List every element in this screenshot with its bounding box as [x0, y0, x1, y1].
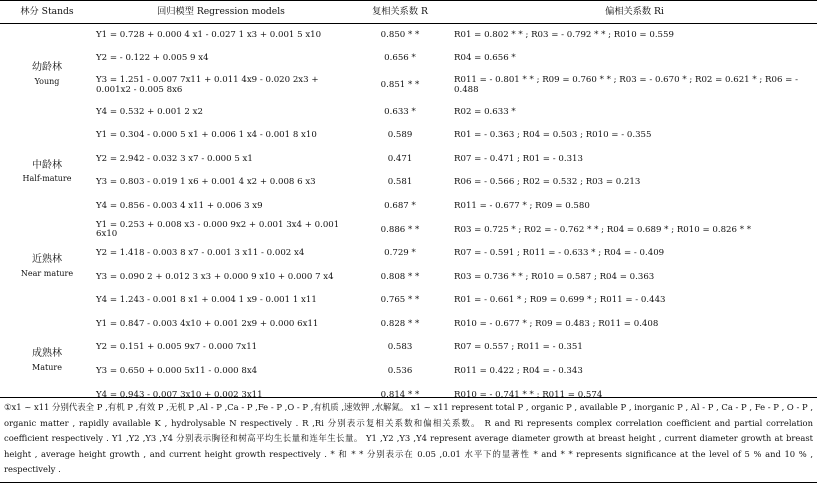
- model-cell: Y2 = - 0.122 + 0.005 9 x4: [96, 52, 209, 63]
- table-row: [0, 148, 817, 172]
- table-row: [0, 337, 817, 361]
- r-cell: 0.471: [387, 153, 413, 164]
- header-ri: 偏相关系数 Ri: [452, 1, 817, 24]
- table-row: [0, 124, 817, 148]
- model-cell: Y2 = 2.942 - 0.032 3 x7 - 0.000 5 x1: [96, 153, 253, 164]
- model-cell: Y4 = 0.532 + 0.001 2 x2: [96, 106, 203, 117]
- r-cell: 0.808 * *: [380, 271, 420, 282]
- r-cell: 0.687 *: [384, 200, 416, 211]
- header-stand: 林分 Stands: [0, 1, 94, 24]
- table-footnote: ①x1 ~ x11 分别代表全 P ,有机 P ,有效 P ,无机 P ,Al - P ,Ca - P ,Fe - P ,O - P ,有机质 ,速效钾 ,水解氮。 x1 ~ x11 represent total P , organic P , available P , inorganic P , Al - P , Ca - P , Fe - P , O - P , organic matter , rapidly available K , hydrolysable N respectively . R ,Ri 分别表示复相关系数和偏相关系数。 R and Ri represents complex correlation coefficient and partial correlation coefficient respectively . Y1 ,Y2 ,Y3 ,Y4 分别表示胸径和树高平均生长量和连年生长量。 Y1 ,Y2 ,Y3 ,Y4 represent average diameter growth at breast height , current diameter growth at breast height , average height growth , and current height growth respectively . * 和 * * 分别表示在 0.05 ,0.01 水平下的显著性 * and * * represents significance at the level of 5 % and 10 % , respectively .: [0, 397, 817, 483]
- header-model: 回归模型 Regression models: [94, 1, 348, 24]
- table-body: [0, 24, 817, 408]
- ri-cell: R07 = 0.557 ; R011 = - 0.351: [454, 342, 583, 353]
- model-cell: Y2 = 0.151 + 0.005 9x7 - 0.000 7x11: [96, 342, 258, 353]
- model-cell: Y3 = 0.650 + 0.000 5x11 - 0.000 8x4: [96, 366, 258, 377]
- r-cell: 0.851 * *: [380, 79, 420, 90]
- r-cell: 0.729 *: [384, 248, 416, 259]
- table-row: [0, 171, 817, 195]
- ri-cell: R02 = 0.633 *: [454, 106, 516, 117]
- ri-cell: R010 = - 0.677 * ; R09 = 0.483 ; R011 = 0.408: [454, 318, 659, 329]
- r-cell: 0.656 *: [384, 52, 416, 63]
- table-row: [0, 101, 817, 125]
- r-cell: 0.886 * *: [380, 224, 420, 235]
- header-r: 复相关系数 R: [348, 1, 452, 24]
- table-row: [0, 266, 817, 290]
- model-cell: Y3 = 1.251 - 0.007 7x11 + 0.011 4x9 - 0.020 2x3 + 0.001x2 - 0.005 8x6: [96, 74, 319, 95]
- r-cell: 0.765 * *: [380, 295, 420, 306]
- model-cell: Y1 = 0.304 - 0.000 5 x1 + 0.006 1 x4 - 0.001 8 x10: [96, 130, 317, 141]
- table-row: [0, 242, 817, 266]
- r-cell: 0.633 *: [384, 106, 416, 117]
- model-cell: Y4 = 0.856 - 0.003 4 x11 + 0.006 3 x9: [96, 200, 263, 211]
- ri-cell: R01 = - 0.661 * ; R09 = 0.699 * ; R011 = - 0.443: [454, 295, 666, 306]
- model-cell: Y1 = 0.253 + 0.008 x3 - 0.000 9x2 + 0.001 3x4 + 0.001 6x10: [96, 219, 340, 240]
- table-row: [0, 47, 817, 71]
- ri-cell: R07 = - 0.471 ; R01 = - 0.313: [454, 153, 583, 164]
- table-row: [0, 24, 817, 48]
- model-cell: Y1 = 0.847 - 0.003 4x10 + 0.001 2x9 + 0.000 6x11: [96, 318, 319, 329]
- ri-cell: R06 = - 0.566 ; R02 = 0.532 ; R03 = 0.213: [454, 177, 641, 188]
- ri-cell: R04 = 0.656 *: [454, 52, 516, 63]
- table-row: [0, 313, 817, 337]
- model-cell: Y3 = 0.090 2 + 0.012 3 x3 + 0.000 9 x10 + 0.000 7 x4: [96, 271, 334, 282]
- model-cell: Y1 = 0.728 + 0.000 4 x1 - 0.027 1 x3 + 0.001 5 x10: [96, 29, 322, 40]
- ri-cell: R03 = 0.725 * ; R02 = - 0.762 * * ; R04 = 0.689 * ; R010 = 0.826 * *: [454, 224, 752, 235]
- stand-cell: [0, 124, 94, 218]
- model-cell: Y3 = 0.803 - 0.019 1 x6 + 0.001 4 x2 + 0.008 6 x3: [96, 177, 316, 188]
- table-row: [0, 195, 817, 219]
- ri-cell: R011 = - 0.801 * * ; R09 = 0.760 * * ; R03 = - 0.670 * ; R02 = 0.621 * ; R06 = - 0.488: [454, 74, 799, 95]
- r-cell: 0.814 * *: [380, 389, 420, 400]
- model-cell: Y4 = 1.243 - 0.001 8 x1 + 0.004 1 x9 - 0.001 1 x11: [96, 295, 317, 306]
- table-row: [0, 289, 817, 313]
- stand-name-cn: 成熟林: [32, 348, 62, 360]
- model-cell: Y2 = 1.418 - 0.003 8 x7 - 0.001 3 x11 - 0.002 x4: [96, 248, 305, 259]
- ri-cell: R07 = - 0.591 ; R011 = - 0.633 * ; R04 = - 0.409: [454, 248, 665, 259]
- stand-cell: [0, 219, 94, 313]
- ri-cell: R011 = 0.422 ; R04 = - 0.343: [454, 366, 583, 377]
- model-cell: Y4 = 0.943 - 0.007 3x10 + 0.002 3x11: [96, 389, 263, 400]
- ri-cell: R01 = - 0.363 ; R04 = 0.503 ; R010 = - 0.355: [454, 130, 652, 141]
- table-row: [0, 360, 817, 384]
- stand-name-en: Young: [34, 76, 60, 86]
- stand-cell: [0, 24, 94, 125]
- stand-name-en: Half-mature: [22, 174, 72, 184]
- r-cell: 0.581: [387, 177, 413, 188]
- stand-name-cn: 近熟林: [32, 254, 62, 265]
- stand-name-en: Mature: [32, 362, 62, 372]
- stand-name-cn: 中龄林: [32, 159, 62, 171]
- r-cell: 0.536: [387, 366, 413, 377]
- ri-cell: R011 = - 0.677 * ; R09 = 0.580: [454, 200, 590, 211]
- ri-cell: R03 = 0.736 * * ; R010 = 0.587 ; R04 = 0.363: [454, 271, 655, 282]
- ri-cell: R010 = - 0.741 * * ; R011 = 0.574: [454, 389, 603, 400]
- ri-cell: R01 = 0.802 * * ; R03 = - 0.792 * * ; R010 = 0.559: [454, 29, 674, 40]
- r-cell: 0.589: [387, 130, 413, 141]
- r-cell: 0.850 * *: [380, 29, 420, 40]
- stand-name-cn: 幼龄林: [32, 62, 62, 74]
- table-row: [0, 219, 817, 243]
- r-cell: 0.828 * *: [380, 318, 420, 329]
- stand-name-en: Near mature: [20, 268, 74, 278]
- table-header-row: [0, 1, 817, 24]
- table-row: [0, 71, 817, 101]
- r-cell: 0.583: [387, 342, 413, 353]
- stand-cell: [0, 313, 94, 407]
